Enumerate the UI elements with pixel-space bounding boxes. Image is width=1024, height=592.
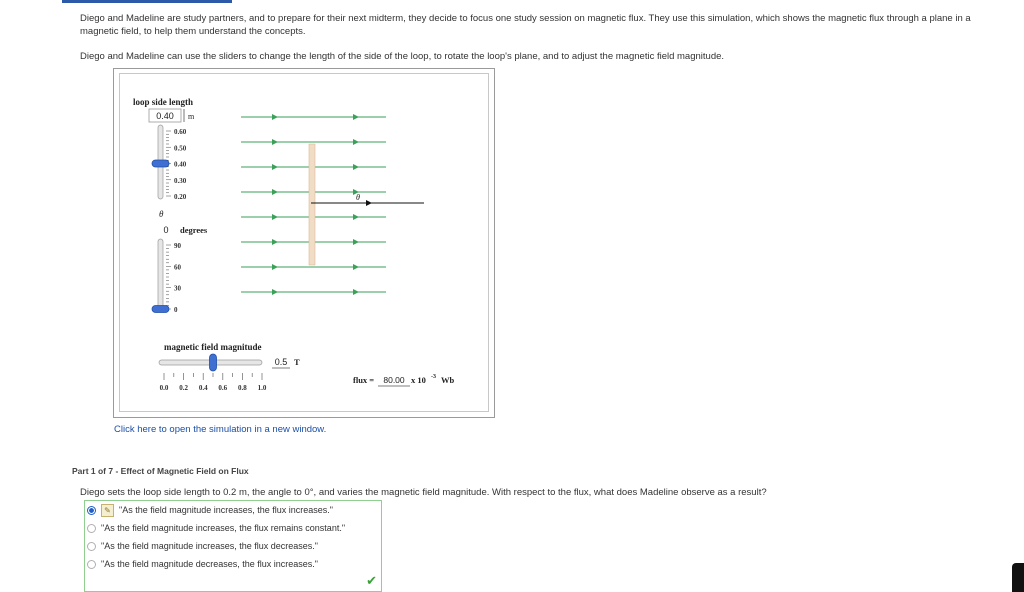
answer-option-4[interactable] <box>87 556 318 572</box>
angle-slider-tick-label: 60 <box>174 263 181 272</box>
radio-button[interactable] <box>87 560 96 569</box>
field-arrowhead <box>353 214 359 220</box>
flux-unit-suffix: Wb <box>441 375 455 385</box>
field-arrowhead <box>353 139 359 145</box>
field-slider-tick-label: 0.4 <box>198 384 208 392</box>
answer-option-label: "As the field magnitude decreases, the flux increases." <box>101 559 319 569</box>
answer-option-2[interactable] <box>87 520 345 536</box>
intro-paragraph: Diego and Madeline are study partners, and to prepare for their next midterm, they decide to focus one study session on magnetic flux. They use this simulation, which shows the magnetic flux through a plane in a magnetic field, to help them understand the concepts. <box>80 13 971 37</box>
field-slider-tick-label: 0.6 <box>218 384 228 392</box>
answer-option-1[interactable] <box>87 502 333 518</box>
answer-option-label: "As the field magnitude increases, the flux remains constant." <box>101 523 346 533</box>
pencil-icon: ✎ <box>101 504 114 517</box>
question-text: Diego sets the loop side length to 0.2 m, the angle to 0°, and varies the magnetic field magnitude. With respect to the flux, what does Madeline observe as a result? <box>80 487 767 498</box>
loop-side-slider[interactable] <box>152 125 187 201</box>
angle-slider-tick-label: 30 <box>174 284 181 293</box>
normal-arrowhead <box>366 200 372 206</box>
field-arrowhead <box>353 114 359 120</box>
part-title: Part 1 of 7 - Effect of Magnetic Field on Flux <box>72 466 249 476</box>
checkmark-icon: ✔ <box>366 573 377 588</box>
answer-option-3[interactable] <box>87 538 318 554</box>
loop-side-slider-knob[interactable] <box>152 160 169 167</box>
field-arrowhead <box>272 289 278 295</box>
field-arrowhead <box>353 264 359 270</box>
angle-slider-knob[interactable] <box>152 306 169 313</box>
field-arrowhead <box>272 214 278 220</box>
loop-plane <box>309 144 315 265</box>
answer-option-label: "As the field magnitude increases, the flux increases." <box>119 505 334 515</box>
theta-symbol: θ <box>159 209 164 219</box>
flux-unit-exponent: -3 <box>431 374 436 380</box>
angle-value: 0 <box>163 225 169 235</box>
simulation-canvas <box>114 69 494 417</box>
field-arrowhead <box>272 189 278 195</box>
field-slider-tick-label: 0.8 <box>238 384 247 392</box>
field-arrowhead <box>272 139 278 145</box>
loop-slider-tick-label: 0.20 <box>174 193 187 201</box>
field-arrowhead <box>272 164 278 170</box>
field-magnitude-title: magnetic field magnitude <box>164 342 262 352</box>
open-simulation-link[interactable]: Click here to open the simulation in a new window. <box>114 424 327 435</box>
top-accent-bar <box>62 0 232 3</box>
angle-slider-track[interactable] <box>158 239 163 311</box>
flux-label: flux = <box>353 375 375 385</box>
loop-slider-tick-label: 0.60 <box>174 128 187 136</box>
loop-side-unit: m <box>188 112 195 121</box>
theta-marker: θ <box>356 193 360 202</box>
field-arrowhead <box>353 164 359 170</box>
radio-button[interactable] <box>87 524 96 533</box>
field-arrowhead <box>353 239 359 245</box>
angle-slider-tick-label: 90 <box>174 242 181 250</box>
window-corner-tab <box>1012 563 1024 592</box>
field-slider-tick-label: 1.0 <box>257 384 267 392</box>
loop-slider-tick-label: 0.50 <box>174 144 187 153</box>
loop-side-value: 0.40 <box>156 111 174 121</box>
answer-options <box>84 500 382 592</box>
angle-slider-tick-label: 0 <box>174 306 178 314</box>
field-slider-tick-label: 0.0 <box>159 384 169 392</box>
field-unit: T <box>294 357 300 367</box>
loop-slider-tick-label: 0.30 <box>174 176 187 185</box>
field-arrowhead <box>272 239 278 245</box>
field-slider-tick-label: 0.2 <box>179 384 188 392</box>
loop-slider-tick-label: 0.40 <box>174 160 187 169</box>
radio-selected[interactable] <box>87 506 96 515</box>
angle-unit: degrees <box>180 225 208 235</box>
field-arrowhead <box>272 114 278 120</box>
field-value[interactable]: 0.5 <box>274 357 288 367</box>
flux-unit-prefix: x 10 <box>411 375 426 385</box>
field-arrowhead <box>272 264 278 270</box>
simulation-panel <box>113 68 495 418</box>
flux-value: 80.00 <box>383 375 405 385</box>
angle-slider[interactable] <box>152 239 182 314</box>
answer-option-label: "As the field magnitude increases, the flux decreases." <box>101 541 319 551</box>
field-arrowhead <box>353 289 359 295</box>
radio-button[interactable] <box>87 542 96 551</box>
field-magnitude-slider[interactable] <box>159 354 267 392</box>
intro-paragraph-sliders: Diego and Madeline can use the sliders to change the length of the side of the loop, to rotate the loop's plane, and to adjust the magnetic field magnitude. <box>80 51 725 62</box>
loop-side-title: loop side length <box>133 97 194 107</box>
field-slider-knob[interactable] <box>210 354 217 371</box>
